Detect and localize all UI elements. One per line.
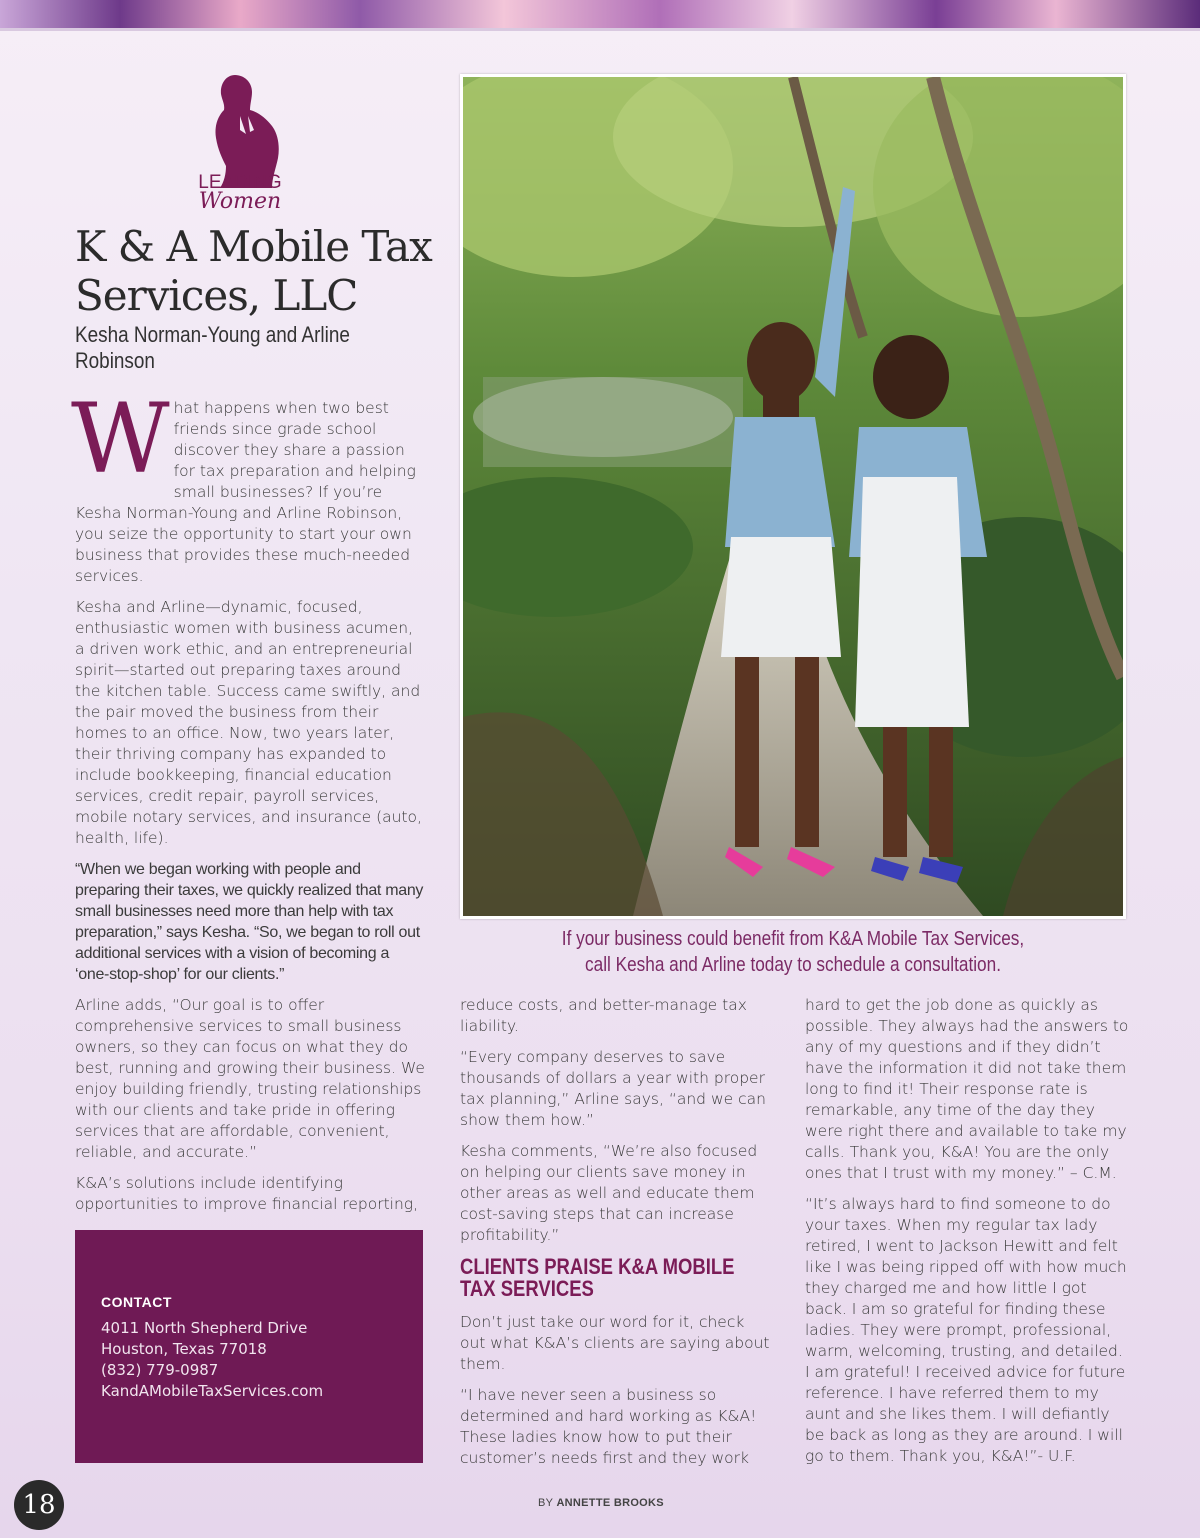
- woman-silhouette-icon: [180, 70, 300, 215]
- paragraph-9: Don’t just take our word for it, check out what K&A’s clients are saying about them.: [460, 1313, 770, 1373]
- section-heading: CLIENTS PRAISE K&A MOBILE TAX SERVICES: [460, 1254, 735, 1301]
- paragraph-2: Kesha and Arline—dynamic, focused, enthusiastic women with business acumen, a driven work ethic, and an entrepreneurial spirit—started out preparing taxes around the kitchen table. Success came swiftly, and the pair moved the business from their homes to an office. Now, two years later, their thriving company has expanded to include bookkeeping, financial education services, credit repair, payroll services, mobile notary services, and insurance (auto, health, life).: [75, 598, 422, 847]
- article-subtitle: Kesha Norman-Young and Arline Robinson: [75, 322, 350, 373]
- logo-women-text: Women: [198, 189, 282, 214]
- article-column-3: [805, 995, 1130, 1477]
- article-column-2: [460, 995, 770, 1479]
- title-line-1: K & A Mobile Tax: [75, 222, 432, 271]
- intro-text: hat happens when two best friends since grade school discover they share a passion for tax preparation and helping small businesses? If you’re Kesha Norman-Young and Arline Robinson, you seize the opportunity to start your own business that provides these much-needed services.: [75, 399, 416, 585]
- contact-details: [101, 1318, 323, 1402]
- caption-line-1: If your business could benefit from K&A Mobile Tax Services,: [561, 928, 1025, 950]
- photo-caption: [460, 926, 1126, 978]
- paragraph-10: “I have never seen a business so determined and hard working as K&A! These ladies know how to put their customer’s needs first and they work: [460, 1386, 757, 1467]
- contact-website-link[interactable]: KandAMobileTaxServices.com: [101, 1382, 324, 1400]
- title-line-2: Services, LLC: [75, 271, 358, 320]
- contact-box: [75, 1230, 423, 1463]
- byline-prefix: BY: [538, 1497, 554, 1509]
- contact-label: CONTACT: [101, 1294, 172, 1310]
- paragraph-4: Arline adds, “Our goal is to offer comprehensive services to small business owners, so they can focus on what they do best, running and growing their business. We enjoy building friendly, trusting relationships with our clients and take pride in offering services that are affordable, convenient, reliable, and accurate.”: [75, 996, 425, 1161]
- paragraph-6: reduce costs, and better-manage tax liability.: [460, 996, 747, 1035]
- article-column-1: [71, 383, 425, 1225]
- drop-cap: W: [71, 383, 170, 495]
- caption-line-2: call Kesha and Arline today to schedule a consultation.: [585, 954, 1001, 976]
- paragraph-12: “It’s always hard to find someone to do your taxes. When my regular tax lady retired, I went to Jackson Hewitt and felt like I was being ripped off with how much they charged me and how little I got back. I am so grateful for finding these ladies. They were prompt, professional, warm, welcoming, trusting, and detailed. I am grateful! I received advice for future reference. I have referred them to my aunt and she likes them. I will defiantly be back as long as they are around. I will go to them. Thank you, K&A!”- U.F.: [805, 1195, 1127, 1465]
- byline: [538, 1497, 664, 1509]
- page-number: 18: [14, 1480, 64, 1530]
- garden-portrait-image: [463, 77, 1123, 916]
- paragraph-3-quote: “When we began working with people and preparing their taxes, we quickly realized that many small businesses need more than help with tax preparation,” says Kesha. “So, we began to roll out additional services with a vision of becoming a ‘one-stop-shop’ for our clients.”: [75, 861, 424, 983]
- paragraph-7: “Every company deserves to save thousands of dollars a year with proper tax planning,” Arline says, “and we can show them how.”: [460, 1048, 766, 1129]
- contact-address-line-2: Houston, Texas 77018: [101, 1340, 267, 1358]
- byline-author: ANNETTE BROOKS: [556, 1497, 664, 1509]
- top-band-divider: [0, 28, 1200, 31]
- article-photo: [460, 74, 1126, 919]
- paragraph-5: K&A’s solutions include identifying opportunities to improve financial reporting,: [75, 1174, 419, 1213]
- paragraph-11: hard to get the job done as quickly as possible. They always had the answers to any of my questions and if they didn’t have the information it did not take them long to find it! Their response rate is remarkable, any time of the day they were right there and available to take my calls. Thank you, K&A! You are the only ones that I trust with my money.” – C.M.: [805, 996, 1129, 1182]
- article-title: [75, 222, 455, 320]
- paragraph-8: Kesha comments, “We’re also focused on helping our clients save money in other areas as well and educate them cost-saving steps that can increase profitability.”: [460, 1142, 758, 1244]
- decorative-top-band: [0, 0, 1200, 28]
- logo-leading-text: LEADING: [198, 172, 282, 193]
- contact-address-line-1: 4011 North Shepherd Drive: [101, 1319, 308, 1337]
- paragraph-intro: [71, 383, 425, 587]
- leading-women-logo: [180, 70, 300, 215]
- contact-phone[interactable]: (832) 779-0987: [101, 1361, 219, 1379]
